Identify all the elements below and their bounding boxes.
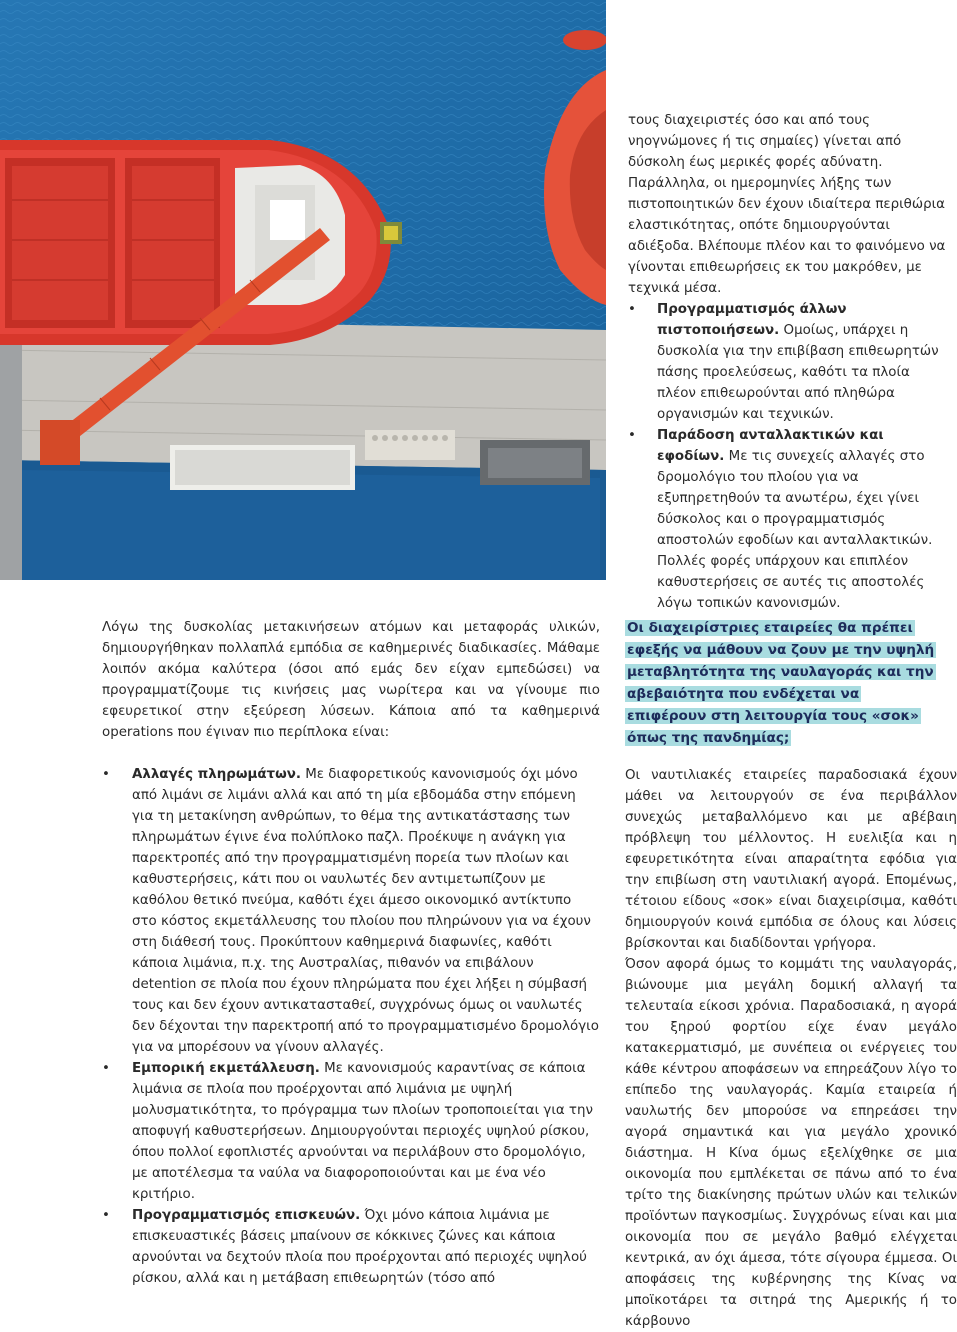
bullet-icon: • bbox=[102, 1208, 110, 1223]
pull-quote-text: Οι διαχειρίστριες εταιρείες θα πρέπει εφεξής να μάθουν να ζουν με την υψηλή μεταβλητότητα της ναυλαγοράς και την αβεβαιότητα που ενδέχεται να επιφέρουν στη λειτουργία τους «σοκ» όπως της πανδημίας; bbox=[627, 620, 935, 746]
list-item bbox=[102, 764, 600, 1058]
left-column-list bbox=[102, 764, 600, 1289]
bullet-text: Με διαφορετικούς κανονισμούς όχι μόνο από λιμάνι σε λιμάνι αλλά και από τη μία εβδομάδα στην επόμενη για τη μετακίνηση ανθρώπων, το θέμα της αντικατάστασης των πληρωμάτων έγινε ένα πολύπλοκο παζλ. Προέκυψε η ανάγκη για παρεκτροπές από την προγραμματισμένη πορεία των πλοίων και καθυστερήσεις, κάτι που οι ναυλωτές δεν αντιμετωπίζουν με καθόλου θετικό πνεύμα, καθότι έχει άμεσο οικονομικό αντίκτυπο στο κόστος εκμετάλλευσης του πλοίου που πληρώνουν για να έχουν στη διάθεσή τους. Προκύπτουν καθημερινά διαφωνίες, καθότι κάποια λιμάνια, π.χ. της Αυστραλίας, πιθανόν να επιβάλουν detention σε πλοία που έχουν πληρώματα που έχει λήξει η σύμβασή τους και δεν έχουν αντικατασταθεί, συγχρόνως όμως οι ναυλωτές δεν δέχονται την παρεκτροπή από το προγραμματισμένο δρομολόγιο για να μπορέσουν να γίνουν αλλαγές. bbox=[132, 767, 599, 1055]
bullet-title: Παράδοση ανταλλακτικών και εφοδίων. bbox=[657, 428, 884, 464]
right-bullet-list bbox=[628, 299, 950, 614]
intro-paragraph: Λόγω της δυσκολίας μετακινήσεων ατόμων και μεταφοράς υλικών, δημιουργήθηκαν πολλαπλά εμπόδια σε καθημερινές διαδικασίες. Μάθαμε λοιπόν ακόμα καλύτερα (όσοι από εμάς δεν είχαν εμπεδώσει) να προγραμματίζουμε τις κινήσεις μας νωρίτερα και να γίνουμε πιο εφευρετικοί στην εξεύρεση λύσεων. Κάποια από τα καθημερινά operations που έγιναν πιο περίπλοκα είναι: bbox=[102, 620, 600, 740]
list-item bbox=[102, 1205, 600, 1289]
right-column-top bbox=[628, 110, 950, 614]
bullet-text: Όχι μόνο κάποια λιμάνια με επισκευαστικές βάσεις μπαίνουν σε κόκκινες ζώνες και κάποια αρνούνται να δεχτούν πλοία που προέρχονται από περιοχές υψηλού ρίσκου, αλλά και η μετάβαση επιθεωρητών (τόσο από bbox=[132, 1208, 587, 1286]
bullet-icon: • bbox=[102, 1061, 110, 1076]
bullet-text: Ομοίως, υπάρχει η δυσκολία για την επιβίβαση επιθεωρητών πάσης προελεύσεως, καθότι τα πλοία πλέον επιθεωρούνται από πληθώρα οργανισμών και τεχνικών. bbox=[657, 323, 939, 422]
bullet-title: Αλλαγές πληρωμάτων. bbox=[132, 767, 301, 782]
body-paragraph: Οι ναυτιλιακές εταιρείες παραδοσιακά έχουν μάθει να λειτουργούν σε ένα περιβάλλον συνεχώς μεταβαλλόμενο και με αβέβαιη πρόβλεψη του μέλλοντος. Η ευελιξία και η εφευρετικότητα είναι απαραίτητα εφόδια για την επιβίωση στη ναυτιλιακή αγορά. Επομένως, τέτοιου είδους «σοκ» είναι διαχειρίσιμα, καθότι δημιουργούν κοινά εμπόδια σε όλους και λύσεις βρίσκονται και διαδίδονται γρήγορα. bbox=[625, 768, 957, 951]
bullet-icon: • bbox=[628, 428, 636, 443]
bullet-icon: • bbox=[102, 767, 110, 782]
pull-quote bbox=[625, 617, 943, 749]
list-item bbox=[102, 1058, 600, 1205]
aerial-port-ship-photo bbox=[0, 0, 606, 580]
bullet-title: Εμπορική εκμετάλλευση. bbox=[132, 1061, 320, 1076]
left-intro bbox=[102, 617, 600, 743]
list-item bbox=[628, 425, 950, 614]
bullet-text: Με τις συνεχείς αλλαγές στο δρομολόγιο του πλοίου για να εξυπηρετηθούν τα ανωτέρω, έχει γίνει δύσκολος και ο προγραμματισμός αποστολών εφοδίων και ανταλλακτικών. Πολλές φορές υπάρχουν και επιπλέον καθυστερήσεις σε αυτές τις αποστολές λόγω τοπικών κανονισμών. bbox=[657, 449, 933, 611]
left-bullet-list bbox=[102, 764, 600, 1289]
bullet-title: Προγραμματισμός επισκευών. bbox=[132, 1208, 361, 1223]
bullet-title: Προγραμματισμός άλλων πιστοποιήσεων. bbox=[657, 302, 847, 338]
bullet-icon: • bbox=[628, 302, 636, 317]
body-paragraph: Όσον αφορά όμως το κομμάτι της ναυλαγοράς, βιώνουμε μια μεγάλη δομική αλλαγή τα τελευταία είκοσι χρόνια. Παραδοσιακά, η αγορά του ξηρού φορτίου είχε έναν μεγάλο κατακερματισμό, με συνέπεια οι ενέργειες του κάθε κέντρου αποφάσεων να επηρεάζουν λίγο το επίπεδο της ναυλαγοράς. Καμία εταιρεία ή ναυλωτής δεν μπορούσε να επηρεάσει την αγορά σημαντικά και για μεγάλο χρονικό διάστημα. Η Κίνα όμως εξελίχθηκε σε μια οικονομία που εμπλέκεται σε πάνω από το ένα τρίτο της διακίνησης πρώτων υλών και τελικών προϊόντων παγκοσμίως. Συγχρόνως είναι και μια οικονομία που σε μεγάλο βαθμό ελέγχεται κεντρικά, αν όχι άμεσα, τότε σίγουρα έμμεσα. Οι αποφάσεις της κυβέρνησης της Κίνας να μποϊκοτάρει τα σιτηρά της Αμερικής ή το κάρβουνο bbox=[625, 957, 957, 1329]
continuation-paragraph: τους διαχειριστές όσο και από τους νηογνώμονες ή τις σημαίες) γίνεται από δύσκολη έως μερικές φορές αδύνατη. Παράλληλα, οι ημερομηνίες λήξης των πιστοποιητικών δεν έχουν ιδιαίτερα περιθώρια ελαστικότητας, οπότε δημιουργούνται αδιέξοδα. Βλέπουμε πλέον και το φαινόμενο να γίνονται επιθεωρήσεις εκ του μακρόθεν, με τεχνικά μέσα. bbox=[628, 113, 946, 296]
bullet-text: Με κανονισμούς καραντίνας σε κάποια λιμάνια σε πλοία που προέρχονται από λιμάνια με υψηλή μολυσματικότητα, το πρόγραμμα των πλοίων τροποποιείται για την αποφυγή καθυστερήσεων. Δημιουργούνται περιοχές υψηλού ρίσκου, όπου πολλοί εφοπλιστές αρνούνται να περιλάβουν στο δρομολόγιο, με αποτέλεσμα τα ναύλα να διαφοροποιούνται και με ένα νέο κριτήριο. bbox=[132, 1061, 593, 1202]
right-column-body bbox=[625, 765, 957, 1332]
list-item bbox=[628, 299, 950, 425]
